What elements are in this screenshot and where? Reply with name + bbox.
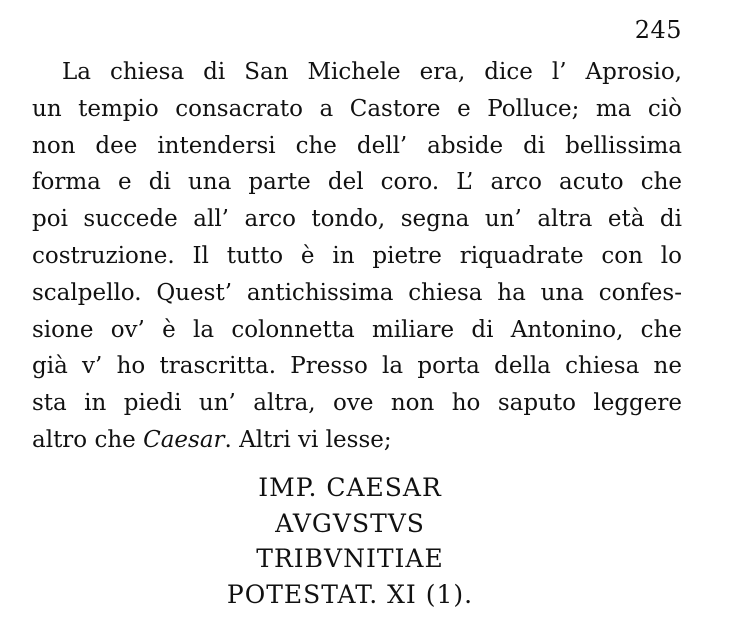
inscription-line: IMP. CAESAR (258, 473, 442, 502)
text-line: non dee intendersi che dell’ abside di bellissima (32, 132, 682, 159)
text-line: sione ov’ è la colonnetta miliare di Antonino, che (32, 316, 682, 343)
inscription-line: TRIBVNITIAE (256, 544, 444, 573)
text-line: poi succede all’ arco tondo, segna un’ altra età di (32, 206, 682, 233)
inscription-line: AVGVSTVS (275, 508, 425, 538)
text-line: già v’ ho trascritta. Presso la porta della chiesa ne (32, 353, 682, 380)
inscription-block (0, 470, 700, 612)
text-line: scalpello. Quest’ antichissima chiesa ha una confes- (32, 279, 682, 306)
inscription-line: POTESTAT. XI (1). (226, 579, 474, 609)
body-paragraph (32, 54, 682, 459)
text-line: sta in piedi un’ altra, ove non ho saputo leggere (32, 390, 682, 417)
text-line: costruzione. Il tutto è in pietre riquadrate con lo (32, 242, 682, 269)
text-line: forma e di una parte del coro. L’ arco acuto che (32, 169, 682, 196)
text-line: La chiesa di San Michele era, dice l’ Aprosio, (62, 59, 682, 85)
text-line: un tempio consacrato a Castore e Polluce; ma ciò (32, 95, 682, 122)
text-line-last (32, 422, 682, 459)
text-segment: . Altri vi lesse; (224, 426, 392, 453)
text-segment: altro che (32, 426, 144, 453)
page-number: 245 (634, 16, 682, 44)
italic-word: Caesar (143, 426, 225, 453)
